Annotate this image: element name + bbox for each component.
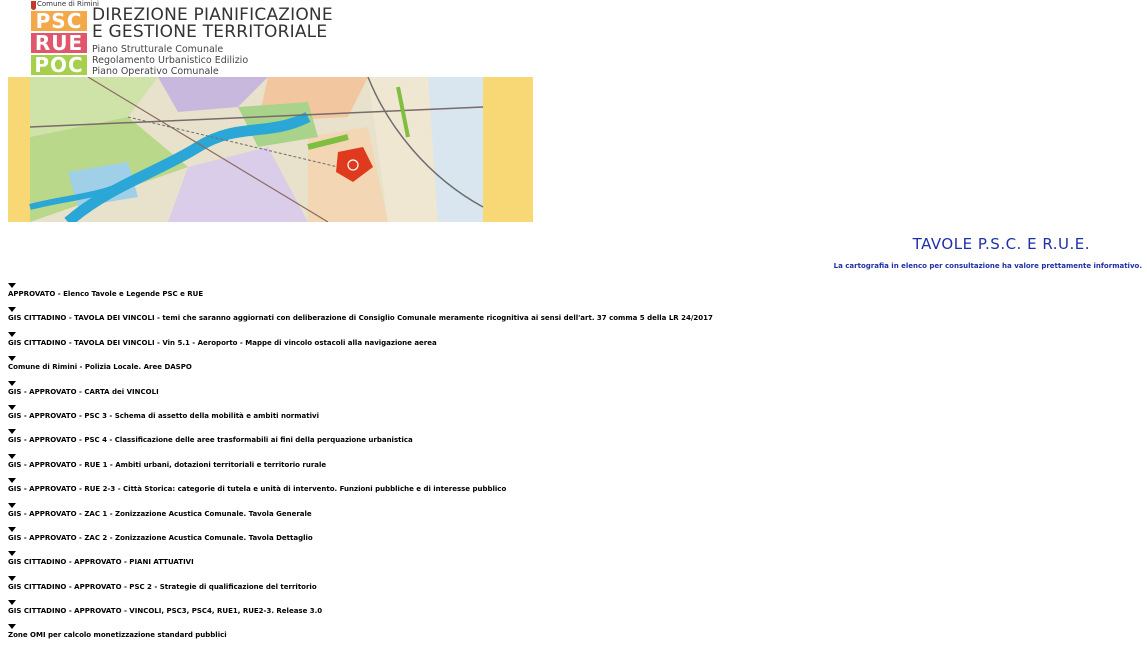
item-label[interactable]: Zone OMI per calcolo monetizzazione standard pubblici xyxy=(8,631,227,640)
item-label[interactable]: Comune di Rimini - Polizia Locale. Aree DASPO xyxy=(8,363,192,372)
item-label[interactable]: GIS CITTADINO - APPROVATO - PIANI ATTUATIVI xyxy=(8,558,194,567)
logo-psc: PSC xyxy=(31,11,87,31)
department-title-line1: DIREZIONE PIANIFICAZIONE xyxy=(92,5,333,25)
triangle-down-icon[interactable] xyxy=(8,429,16,434)
logo-poc: POC xyxy=(31,55,87,75)
triangle-down-icon[interactable] xyxy=(8,478,16,483)
triangle-down-icon[interactable] xyxy=(8,356,16,361)
item-label[interactable]: GIS CITTADINO - TAVOLA DEI VINCOLI - temi che saranno aggiornati con deliberazione di Consiglio Comunale meramente ricognitiva ai sensi dell'art. 37 comma 5 della LR 24/2017 xyxy=(8,314,713,323)
list-item[interactable] xyxy=(8,454,1138,478)
triangle-down-icon[interactable] xyxy=(8,600,16,605)
page-title: TAVOLE P.S.C. E R.U.E. xyxy=(912,235,1090,253)
list-item[interactable] xyxy=(8,551,1138,575)
item-label[interactable]: GIS CITTADINO - APPROVATO - VINCOLI, PSC3, PSC4, RUE1, RUE2-3. Release 3.0 xyxy=(8,607,323,616)
triangle-down-icon[interactable] xyxy=(8,332,16,337)
triangle-down-icon[interactable] xyxy=(8,624,16,629)
list-item[interactable] xyxy=(8,429,1138,453)
list-item[interactable] xyxy=(8,576,1138,600)
list-item[interactable] xyxy=(8,527,1138,551)
list-item[interactable] xyxy=(8,600,1138,624)
item-label[interactable]: GIS - APPROVATO - CARTA dei VINCOLI xyxy=(8,387,159,396)
triangle-down-icon[interactable] xyxy=(8,576,16,581)
item-label[interactable]: GIS - APPROVATO - PSC 3 - Schema di assetto della mobilità e ambiti normativi xyxy=(8,411,319,420)
triangle-down-icon[interactable] xyxy=(8,503,16,508)
triangle-down-icon[interactable] xyxy=(8,551,16,556)
triangle-down-icon[interactable] xyxy=(8,527,16,532)
list-item[interactable] xyxy=(8,332,1138,356)
tavole-list xyxy=(8,283,1138,649)
triangle-down-icon[interactable] xyxy=(8,381,16,386)
item-label[interactable]: GIS - APPROVATO - ZAC 1 - Zonizzazione Acustica Comunale. Tavola Generale xyxy=(8,509,312,518)
list-item[interactable] xyxy=(8,307,1138,331)
comune-label: Comune di Rimini xyxy=(37,0,99,8)
item-label[interactable]: APPROVATO - Elenco Tavole e Legende PSC e RUE xyxy=(8,290,204,298)
item-label[interactable]: GIS - APPROVATO - PSC 4 - Classificazione delle aree trasformabili ai fini della perquazione urbanistica xyxy=(8,436,413,445)
department-title-line2: E GESTIONE TERRITORIALE xyxy=(92,22,328,42)
list-item[interactable] xyxy=(8,624,1138,648)
triangle-down-icon[interactable] xyxy=(8,454,16,459)
site-header xyxy=(0,0,540,225)
disclaimer-note: La cartografia in elenco per consultazione ha valore prettamente informativo. xyxy=(833,262,1142,270)
list-item[interactable] xyxy=(8,356,1138,380)
triangle-down-icon[interactable] xyxy=(8,405,16,410)
subtitle-psc: Piano Strutturale Comunale xyxy=(92,44,224,55)
list-item[interactable] xyxy=(8,405,1138,429)
item-label[interactable]: GIS - APPROVATO - RUE 1 - Ambiti urbani, dotazioni territoriali e territorio rurale xyxy=(8,460,327,469)
item-label[interactable]: GIS CITTADINO - TAVOLA DEI VINCOLI - Vin 5.1 - Aeroporto - Mappe di vincolo ostacoli alla navigazione aerea xyxy=(8,338,437,347)
list-item[interactable] xyxy=(8,503,1138,527)
item-label[interactable]: GIS CITTADINO - APPROVATO - PSC 2 - Strategie di qualificazione del territorio xyxy=(8,582,317,591)
item-label[interactable]: GIS - APPROVATO - RUE 2-3 - Città Storica: categorie di tutela e unità di intervento. Funzioni pubbliche e di interesse pubblico xyxy=(8,485,507,494)
item-label[interactable]: GIS - APPROVATO - ZAC 2 - Zonizzazione Acustica Comunale. Tavola Dettaglio xyxy=(8,533,313,542)
list-item[interactable] xyxy=(8,478,1138,502)
map-banner-image xyxy=(8,77,533,222)
triangle-down-icon[interactable] xyxy=(8,307,16,312)
logo-rue: RUE xyxy=(31,33,87,53)
list-item[interactable] xyxy=(8,381,1138,405)
subtitle-poc: Piano Operativo Comunale xyxy=(92,66,219,77)
subtitle-rue: Regolamento Urbanistico Edilizio xyxy=(92,55,249,66)
triangle-down-icon[interactable] xyxy=(8,283,16,288)
list-item[interactable] xyxy=(8,283,1138,307)
